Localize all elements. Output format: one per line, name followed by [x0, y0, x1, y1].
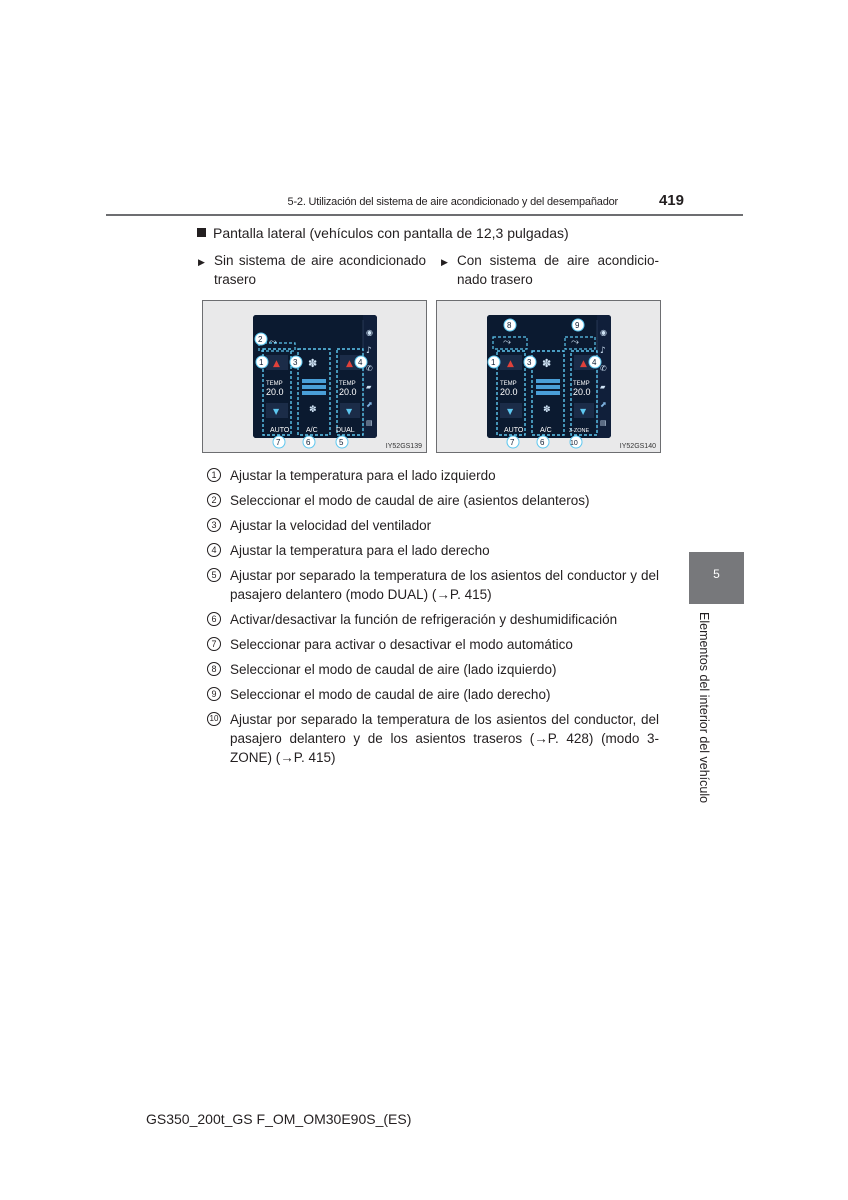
- auto-button: AUTO: [270, 427, 290, 434]
- callout-6: 6: [306, 438, 311, 447]
- fan-icon-small: ✽: [543, 405, 551, 415]
- callout-4: 4: [358, 358, 363, 367]
- phone-icon: ✆: [366, 364, 373, 373]
- callout-number: 7: [207, 637, 221, 651]
- seat-icon: ⬈: [366, 400, 373, 409]
- figure-side-display-dual: [202, 300, 427, 453]
- climate-screen-graphic: [253, 315, 377, 438]
- variant-label: Sin sistema de aire acondicionado trasero: [214, 253, 426, 287]
- variant-label: Con sistema de aire acondicio-nado trasero: [457, 253, 659, 287]
- callout-text: Seleccionar el modo de caudal de aire (lado izquierdo): [230, 662, 557, 677]
- auto-button: AUTO: [504, 427, 524, 434]
- right-temp-down-arrow: ▼: [346, 407, 353, 416]
- header-rule: [106, 214, 743, 216]
- right-temp-value: 20.0: [573, 387, 591, 397]
- callout-10: 10: [570, 440, 578, 447]
- footer-code: GS350_200t_GS F_OM_OM30E90S_(ES): [146, 1111, 412, 1127]
- variant-with-rear: [441, 251, 659, 289]
- right-temp-value: 20.0: [339, 387, 357, 397]
- callout-8: 8: [507, 321, 512, 330]
- menu-icon: ▤: [600, 419, 607, 427]
- svg-text:⤳: ⤳: [269, 337, 277, 348]
- triangle-bullet-icon: ▶: [198, 257, 205, 267]
- left-temp-label: TEMP: [500, 381, 517, 387]
- callout-5: 5: [339, 438, 344, 447]
- fan-bar-1: [536, 379, 560, 383]
- callout-3: 3: [293, 358, 298, 367]
- list-item: [207, 566, 659, 604]
- callout-number: 9: [207, 687, 221, 701]
- right-airflow-icon: ⤳: [571, 337, 579, 348]
- right-temp-up-arrow: ▲: [580, 359, 587, 369]
- music-note-icon: ♪: [366, 346, 372, 356]
- callout-text: Ajustar por separado la temperatura de los asientos del conductor y del pasajero delantero (modo DUAL) (→P. 415): [230, 568, 659, 602]
- fan-icon: ✽: [542, 357, 552, 370]
- figure-code: IY52GS140: [619, 443, 656, 450]
- dual-button: DUAL: [336, 427, 355, 434]
- list-item: [207, 610, 659, 629]
- callout-number: 2: [207, 493, 221, 507]
- callout-1: 1: [259, 358, 264, 367]
- car-icon: ▰: [366, 383, 372, 391]
- list-item: [207, 635, 659, 654]
- right-temp-up-arrow: ▲: [346, 359, 353, 369]
- list-item: [207, 660, 659, 679]
- left-temp-label: TEMP: [266, 381, 283, 387]
- callout-text: Seleccionar para activar o desactivar el modo automático: [230, 637, 573, 652]
- chapter-title: Elementos del interior del vehículo: [697, 612, 711, 804]
- callout-7: 7: [510, 438, 515, 447]
- right-temp-down-arrow: ▼: [580, 407, 587, 416]
- callout-4: 4: [592, 358, 597, 367]
- callout-3: 3: [527, 358, 532, 367]
- list-item: [207, 685, 659, 704]
- ac-button: A/C: [306, 427, 318, 434]
- list-item: [207, 491, 659, 510]
- square-bullet-icon: [197, 228, 206, 237]
- phone-icon: ✆: [600, 364, 607, 373]
- menu-icon: ▤: [366, 419, 373, 427]
- page-number: 419: [658, 192, 684, 209]
- variant-without-rear: [198, 251, 426, 289]
- left-temp-up-arrow: ▲: [273, 359, 280, 369]
- callout-number: 3: [207, 518, 221, 532]
- callout-number: 4: [207, 543, 221, 557]
- list-item: [207, 710, 659, 767]
- callout-number: 6: [207, 612, 221, 626]
- music-note-icon: ♪: [600, 346, 606, 356]
- three-zone-button: 3-ZONE: [569, 428, 590, 434]
- fan-icon-small: ✽: [309, 405, 317, 415]
- seat-icon: ⬈: [600, 400, 607, 409]
- triangle-bullet-icon: ▶: [441, 257, 448, 267]
- callout-text: Seleccionar el modo de caudal de aire (asientos delanteros): [230, 493, 590, 508]
- callout-2: 2: [258, 335, 263, 344]
- callout-1: 1: [491, 358, 496, 367]
- callout-text: Seleccionar el modo de caudal de aire (lado derecho): [230, 687, 551, 702]
- left-temp-down-arrow: ▼: [273, 407, 280, 416]
- callout-7: 7: [276, 438, 281, 447]
- fan-bar-3: [302, 391, 326, 395]
- right-temp-label: TEMP: [573, 381, 590, 387]
- fan-bar-1: [302, 379, 326, 383]
- fan-icon: ✽: [308, 357, 318, 370]
- callout-text: Ajustar la temperatura para el lado derecho: [230, 543, 490, 558]
- figure-side-display-3zone: [436, 300, 661, 453]
- left-airflow-icon: ⤳: [503, 337, 511, 348]
- fan-bar-2: [302, 385, 326, 389]
- callout-text: Ajustar la velocidad del ventilador: [230, 518, 432, 533]
- figure-code: IY52GS139: [385, 443, 422, 450]
- callout-text: Ajustar por separado la temperatura de los asientos del conductor, del pasajero delantero y de los asientos traseros (→P. 428) (modo 3-ZONE) (→P. 415): [230, 712, 659, 765]
- car-icon: ▰: [600, 383, 606, 391]
- callout-number: 1: [207, 468, 221, 482]
- list-item: [207, 516, 659, 535]
- callout-number: 10: [207, 712, 221, 726]
- section-heading: [197, 225, 569, 241]
- right-temp-label: TEMP: [339, 381, 356, 387]
- left-temp-value: 20.0: [266, 387, 284, 397]
- power-icon: ◉: [366, 328, 373, 337]
- climate-screen: [253, 315, 377, 438]
- left-temp-up-arrow: ▲: [507, 359, 514, 369]
- left-temp-down-arrow: ▼: [507, 407, 514, 416]
- callout-number: 5: [207, 568, 221, 582]
- power-icon: ◉: [600, 328, 607, 337]
- climate-screen-graphic: [487, 315, 611, 438]
- left-temp-value: 20.0: [500, 387, 518, 397]
- callout-text: Activar/desactivar la función de refrigeración y deshumidificación: [230, 612, 618, 627]
- list-item: [207, 541, 659, 560]
- callout-text: Ajustar la temperatura para el lado izquierdo: [230, 468, 496, 483]
- fan-bar-3: [536, 391, 560, 395]
- climate-screen: [487, 315, 611, 438]
- callout-number: 8: [207, 662, 221, 676]
- ac-button: A/C: [540, 427, 552, 434]
- callout-9: 9: [575, 321, 580, 330]
- chapter-tab[interactable]: 5: [689, 552, 744, 604]
- callout-list: [207, 466, 659, 773]
- header-section-title: 5-2. Utilización del sistema de aire acondicionado y del desempañador: [287, 196, 618, 208]
- fan-bar-2: [536, 385, 560, 389]
- callout-6: 6: [540, 438, 545, 447]
- section-heading-text: Pantalla lateral (vehículos con pantalla de 12,3 pulgadas): [213, 225, 569, 241]
- list-item: [207, 466, 659, 485]
